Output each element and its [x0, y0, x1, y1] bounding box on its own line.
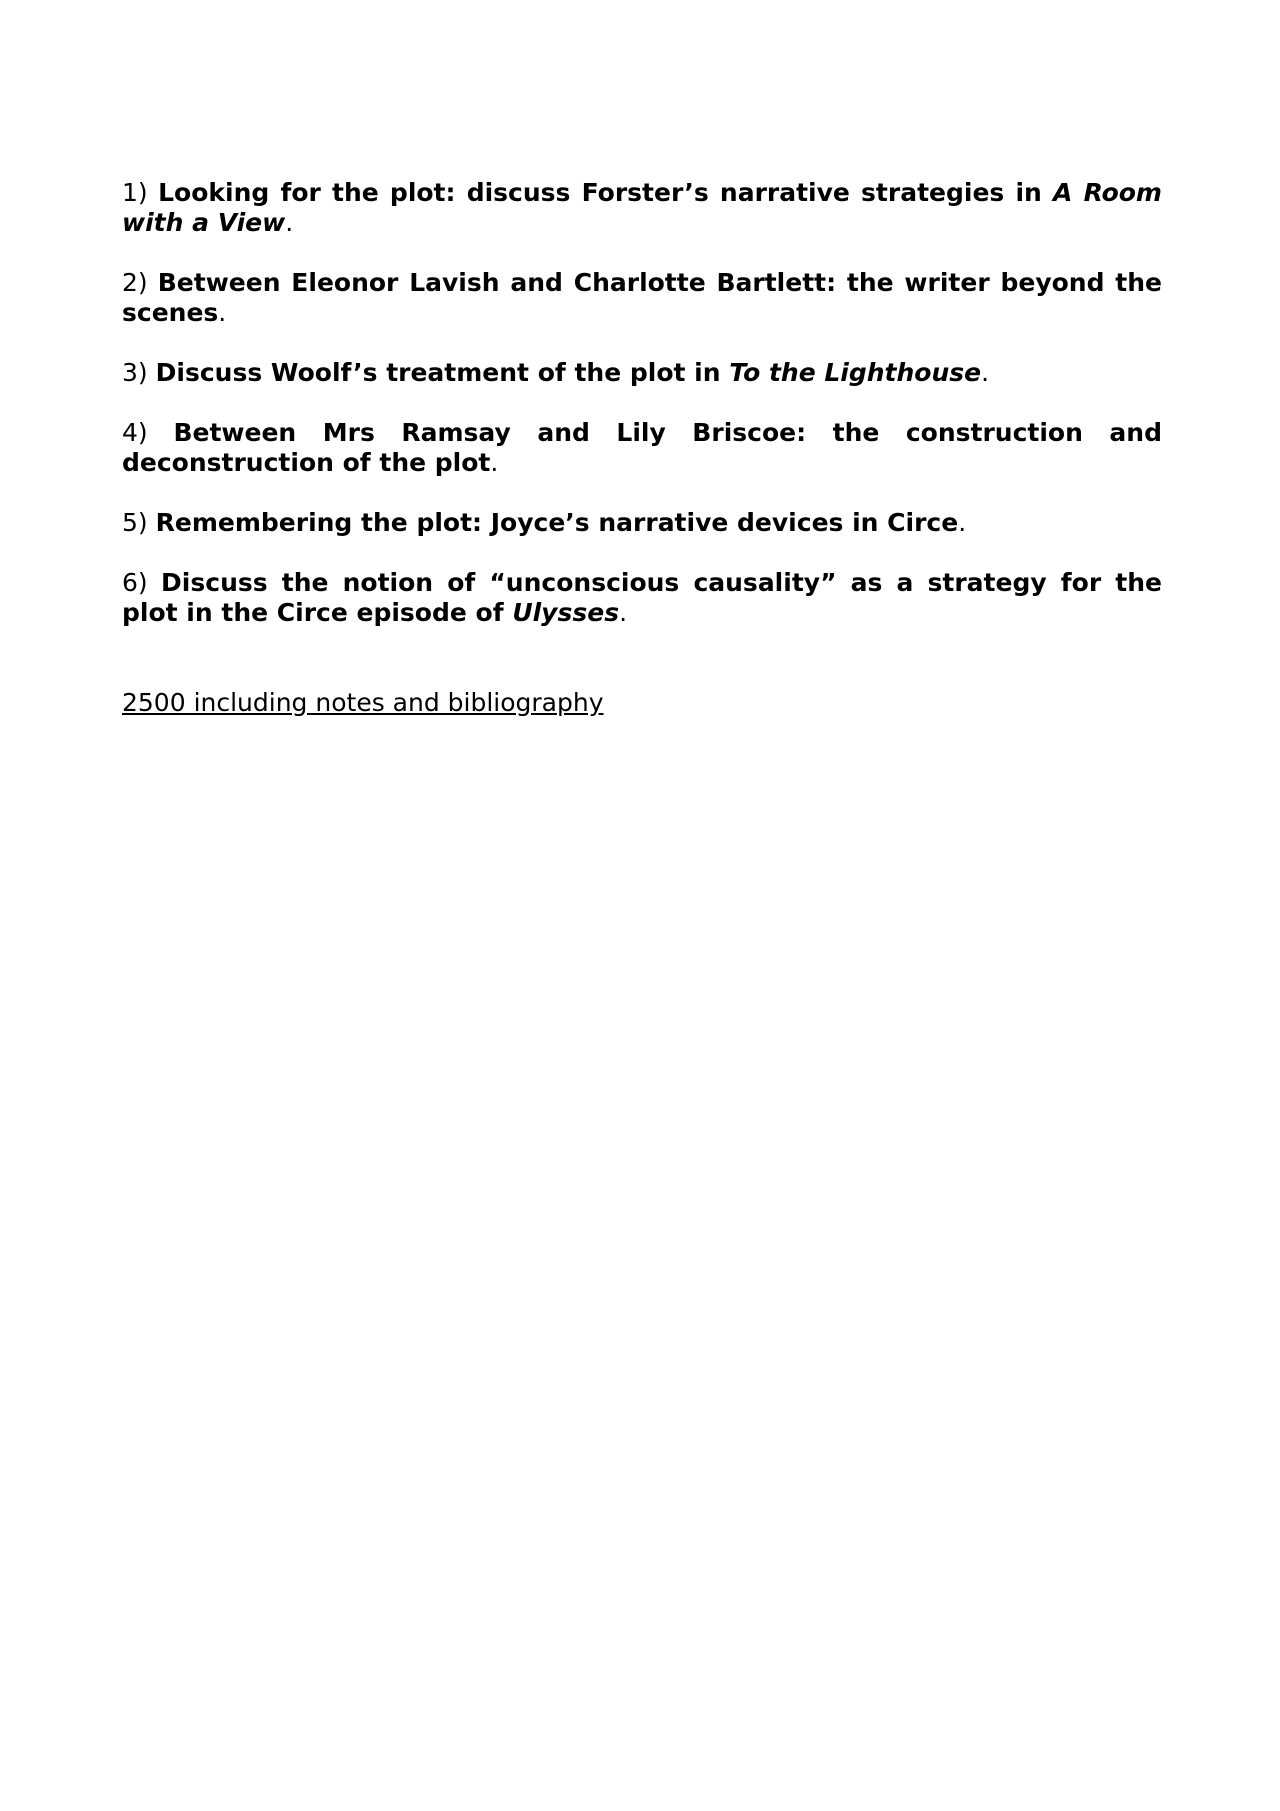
question-end: . — [619, 598, 628, 627]
question-number: 4) — [122, 418, 148, 447]
question-end: . — [218, 298, 227, 327]
word-count-note: 2500 including notes and bibliography — [122, 688, 604, 717]
work-title: To the Lighthouse — [729, 358, 982, 387]
question-text: Looking for the plot: discuss Forster’s narrative strategies in — [158, 178, 1042, 207]
question-1 — [122, 178, 1162, 238]
question-text: Between Eleonor Lavish and Charlotte Bartlett: the writer beyond the scenes — [122, 268, 1162, 327]
question-number: 2) — [122, 268, 148, 297]
question-end: . — [285, 208, 294, 237]
question-end: . — [981, 358, 990, 387]
question-2 — [122, 268, 1162, 328]
question-4 — [122, 418, 1162, 478]
question-5 — [122, 508, 1162, 538]
question-text: Remembering the plot: Joyce’s narrative devices in Circe — [155, 508, 959, 537]
question-number: 6) — [122, 568, 148, 597]
question-end: . — [958, 508, 967, 537]
document-page — [122, 178, 1162, 718]
question-number: 1) — [122, 178, 148, 207]
question-3 — [122, 358, 1162, 388]
question-end: . — [490, 448, 499, 477]
work-title: Ulysses — [512, 598, 620, 627]
question-text: Discuss Woolf’s treatment of the plot in — [155, 358, 721, 387]
question-number: 5) — [122, 508, 148, 537]
question-6 — [122, 568, 1162, 628]
work-title: A Room with a View — [122, 178, 1162, 237]
question-text: Discuss the notion of “unconscious causality” as a strategy for the plot in the Circe episode of — [122, 568, 1162, 627]
question-number: 3) — [122, 358, 148, 387]
question-text: Between Mrs Ramsay and Lily Briscoe: the construction and deconstruction of the plot — [122, 418, 1162, 477]
